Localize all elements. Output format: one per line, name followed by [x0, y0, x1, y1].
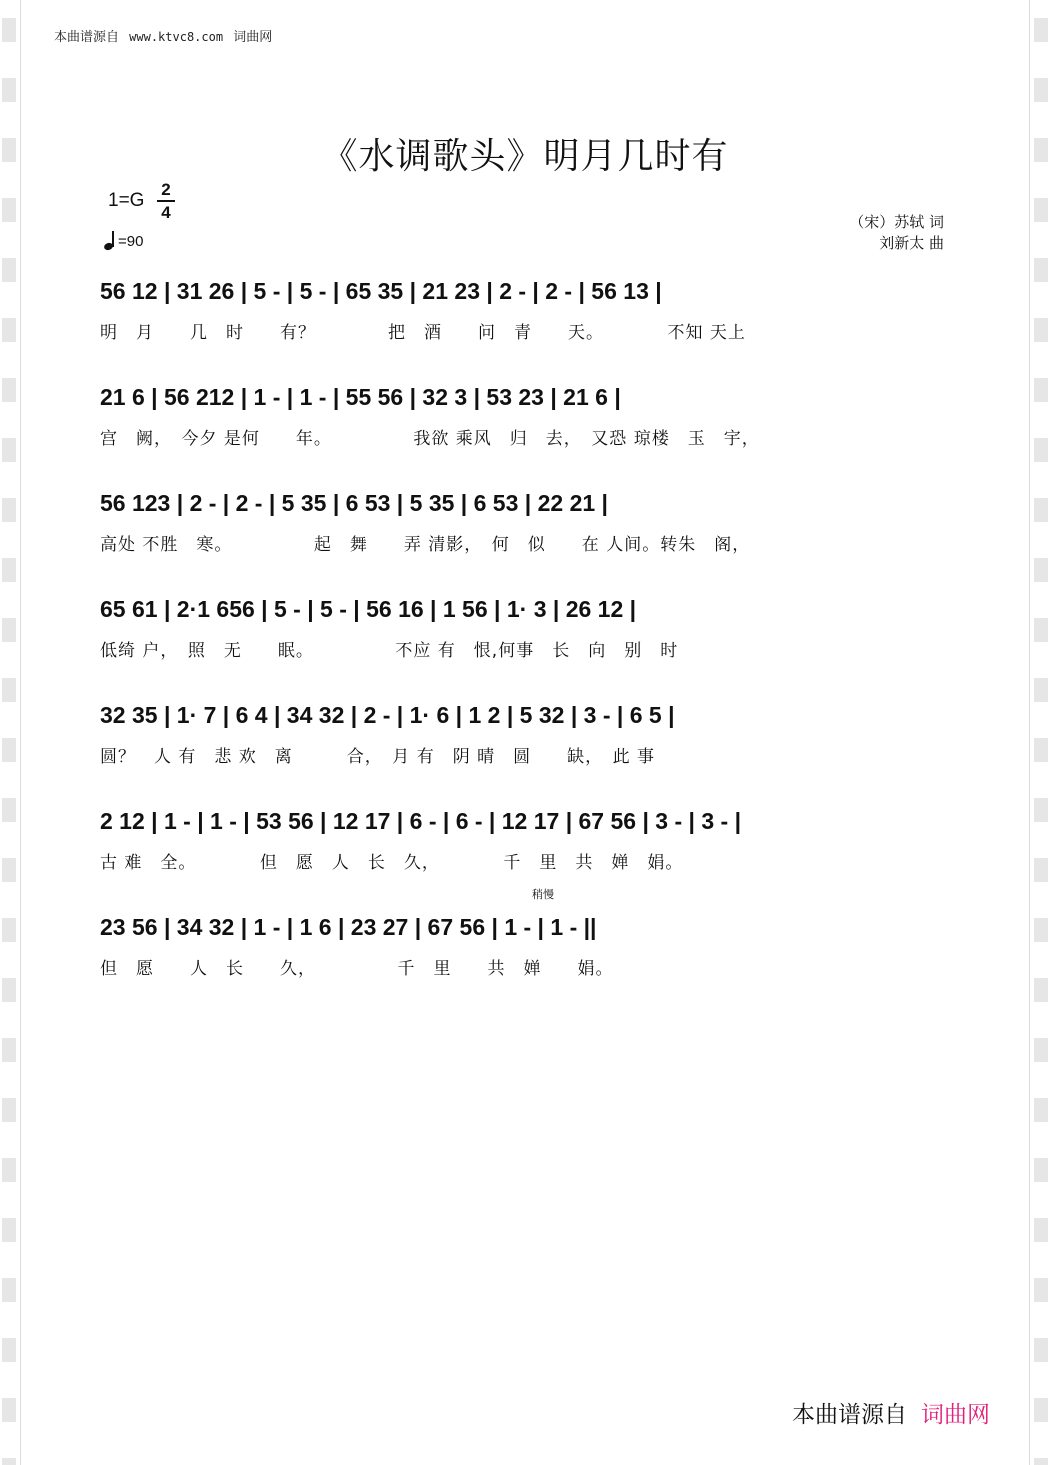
lyrics-line: 低绮 户， 照 无 眠。 不应 有 恨,何事 长 向 别 时 — [100, 641, 679, 661]
header-source-url[interactable]: www.ktvc8.com — [129, 30, 224, 44]
notation-line: 21 6 | 56 212 | 1 - | 1 - | 55 56 | 32 3 | 53 23 | 21 6 | — [100, 383, 621, 410]
lyricist-credit: （宋）苏轼 词 — [849, 213, 944, 231]
lyrics-line: 但 愿 人 长 久， 千 里 共 婵 娟。 — [100, 959, 614, 979]
footer-brand — [792, 1396, 990, 1429]
credits — [849, 212, 944, 254]
lyrics-line: 宫 阙， 今夕 是何 年。 我欲 乘风 归 去， 又恐 琼楼 玉 宇， — [100, 429, 760, 449]
header-source-site: 词曲网 — [233, 30, 273, 45]
footer-site-link[interactable]: 词曲网 — [921, 1402, 990, 1428]
notation-line: 2 12 | 1 - | 1 - | 53 56 | 12 17 | 6 - | 6 - | 12 17 | 67 56 | 3 - | 3 - | — [100, 807, 742, 834]
score-row-4 — [100, 586, 950, 666]
lyrics-line: 明 月 几 时 有？ 把 酒 问 青 天。 不知 天上 — [100, 323, 746, 343]
header-source-prefix: 本曲谱源自 — [54, 30, 120, 45]
tempo-marking — [104, 230, 143, 250]
time-signature-bar — [157, 200, 175, 202]
tempo-annotation: 稍慢 — [532, 888, 554, 901]
left-watermark-strip — [2, 0, 16, 1465]
notation-line: 32 35 | 1· 7 | 6 4 | 34 32 | 2 - | 1· 6 | 1 2 | 5 32 | 3 - | 6 5 | — [100, 701, 675, 728]
footer-prefix: 本曲谱源自 — [792, 1402, 907, 1428]
lyrics-line: 圆？ 人 有 悲 欢 离 合， 月 有 阴 晴 圆 缺， 此 事 — [100, 747, 656, 767]
left-border-line — [20, 0, 21, 1465]
notation-line: 56 12 | 31 26 | 5 - | 5 - | 65 35 | 21 23 | 2 - | 2 - | 56 13 | — [100, 277, 662, 304]
score-row-3 — [100, 480, 950, 560]
time-signature-top: 2 — [161, 180, 171, 199]
time-signature-bottom: 4 — [161, 203, 171, 222]
right-border-line — [1029, 0, 1030, 1465]
score-row-1 — [100, 268, 950, 348]
notation-line: 65 61 | 2·1 656 | 5 - | 5 - | 56 16 | 1 56 | 1· 3 | 26 12 | — [100, 595, 637, 622]
score-row-2 — [100, 374, 950, 454]
lyrics-line: 古 难 全。 但 愿 人 长 久， 千 里 共 婵 娟。 — [100, 853, 684, 873]
right-watermark-strip — [1034, 0, 1048, 1465]
time-signature — [157, 180, 175, 222]
lyrics-line: 高处 不胜 寒。 起 舞 弄 清影， 何 似 在 人间。转朱 阁， — [100, 535, 751, 555]
composer-credit: 刘新太 曲 — [879, 234, 944, 252]
tempo-value: =90 — [118, 233, 144, 250]
score-row-6 — [100, 798, 950, 878]
notation-line: 23 56 | 34 32 | 1 - | 1 6 | 23 27 | 67 56 | 1 - | 1 - || — [100, 913, 597, 940]
score-title: 《水调歌头》明月几时有 — [321, 136, 729, 177]
notation-line: 56 123 | 2 - | 2 - | 5 35 | 6 53 | 5 35 | 6 53 | 22 21 | — [100, 489, 608, 516]
quarter-note-icon — [104, 230, 114, 250]
score-row-7 — [100, 888, 950, 984]
header-source — [54, 26, 272, 45]
key-signature: 1=G — [108, 190, 145, 211]
score-row-5 — [100, 692, 950, 772]
